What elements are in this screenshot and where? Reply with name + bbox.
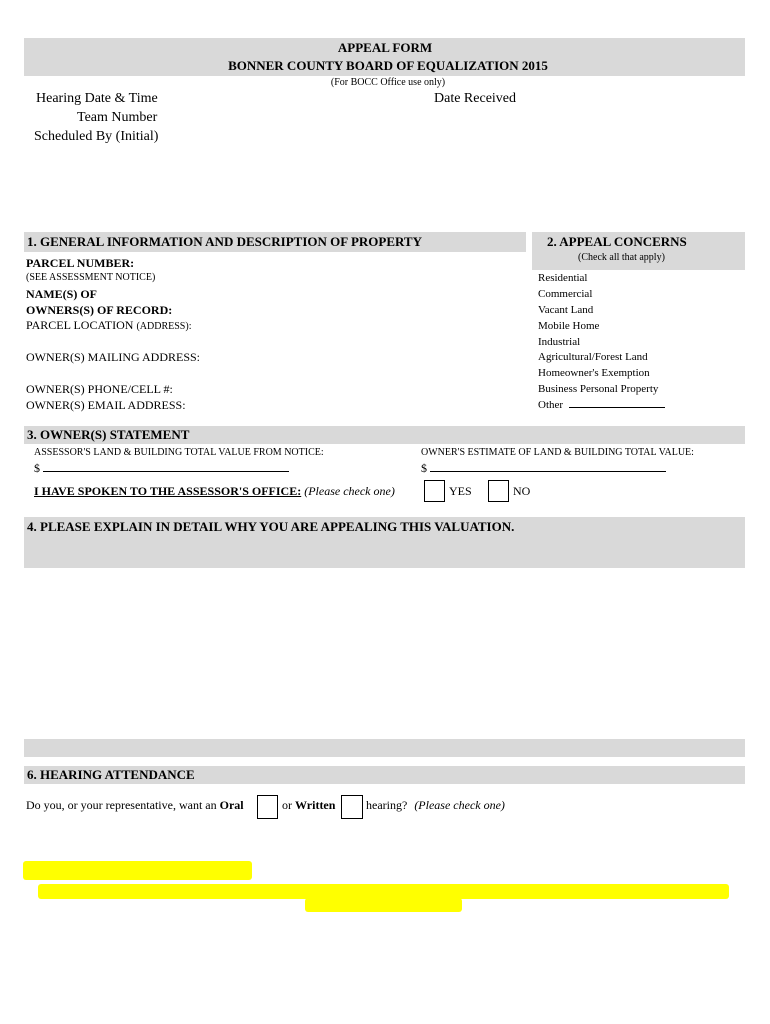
spoken-no-checkbox[interactable] — [488, 480, 509, 502]
parcel-location-text: PARCEL LOCATION — [26, 318, 134, 332]
hearing-check-note: (Please check one) — [414, 798, 505, 812]
spoken-label: I HAVE SPOKEN TO THE ASSESSOR'S OFFICE: — [34, 484, 302, 498]
email-label: OWNER(S) EMAIL ADDRESS: — [26, 398, 186, 412]
explanation-area[interactable] — [24, 570, 745, 736]
highlight-bar-1 — [23, 861, 252, 880]
mailing-address-label: OWNER(S) MAILING ADDRESS: — [26, 350, 200, 364]
owner-estimate-field[interactable] — [421, 461, 666, 476]
section4-heading: 4. PLEASE EXPLAIN IN DETAIL WHY YOU ARE APPEALING THIS VALUATION. — [27, 519, 515, 534]
written-label-group — [282, 798, 335, 813]
date-received-label: Date Received — [434, 91, 517, 106]
concern-vacant-land[interactable]: Vacant Land — [538, 304, 594, 316]
scheduled-by-label: Scheduled By (Initial) — [34, 129, 159, 144]
section2-heading: 2. APPEAL CONCERNS — [547, 234, 687, 249]
spoken-note: (Please check one) — [304, 484, 395, 498]
names-of-label: NAME(S) OF — [26, 287, 97, 301]
written-label: Written — [295, 798, 336, 812]
spoken-to-assessor-row — [34, 484, 395, 499]
address-note: (ADDRESS): — [136, 321, 192, 332]
concern-agricultural[interactable]: Agricultural/Forest Land — [538, 351, 648, 363]
highlight-bar-2 — [38, 884, 729, 899]
assessor-value-line[interactable] — [43, 471, 289, 472]
hearing-question-start — [26, 798, 244, 813]
hearing-question-text: Do you, or your representative, want an — [26, 798, 217, 812]
assessor-value-label: ASSESSOR'S LAND & BUILDING TOTAL VALUE FROM NOTICE: — [34, 447, 324, 458]
concern-residential[interactable]: Residential — [538, 272, 588, 284]
oral-checkbox[interactable] — [257, 795, 278, 819]
section1-heading: 1. GENERAL INFORMATION AND DESCRIPTION OF PROPERTY — [27, 234, 422, 249]
parcel-location-label — [26, 318, 191, 333]
owners-of-record-label: OWNERS(S) OF RECORD: — [26, 303, 173, 317]
concern-other-label: Other — [538, 399, 564, 411]
oral-label: Oral — [219, 798, 244, 812]
section3-heading: 3. OWNER(S) STATEMENT — [27, 427, 190, 442]
owner-dollar: $ — [421, 461, 427, 475]
hearing-text: hearing? — [366, 798, 408, 812]
written-checkbox[interactable] — [341, 795, 363, 819]
highlight-bar-3 — [305, 898, 462, 912]
concern-industrial[interactable]: Industrial — [538, 336, 581, 348]
team-number-label: Team Number — [77, 110, 158, 125]
owner-estimate-line[interactable] — [430, 471, 666, 472]
form-subtitle: BONNER COUNTY BOARD OF EQUALIZATION 2015 — [228, 58, 548, 73]
concern-homeowners-exemption[interactable]: Homeowner's Exemption — [538, 367, 650, 379]
phone-label: OWNER(S) PHONE/CELL #: — [26, 382, 173, 396]
office-use-note: (For BOCC Office use only) — [330, 77, 446, 88]
concern-commercial[interactable]: Commercial — [538, 288, 593, 300]
assessment-notice-note: (SEE ASSESSMENT NOTICE) — [26, 272, 156, 283]
concern-business-personal-property[interactable]: Business Personal Property — [538, 383, 659, 395]
section6-heading: 6. HEARING ATTENDANCE — [27, 767, 195, 782]
spoken-no-label: NO — [513, 484, 531, 498]
concern-mobile-home[interactable]: Mobile Home — [538, 320, 600, 332]
hearing-date-label: Hearing Date & Time — [36, 91, 158, 106]
concern-other-line[interactable] — [569, 407, 665, 408]
or-text: or — [282, 798, 292, 812]
concern-other[interactable] — [538, 399, 665, 411]
spoken-yes-checkbox[interactable] — [424, 480, 445, 502]
hearing-question-end — [366, 798, 505, 813]
assessor-dollar: $ — [34, 461, 40, 475]
parcel-number-label: PARCEL NUMBER: — [26, 256, 135, 270]
form-title: APPEAL FORM — [337, 40, 433, 55]
section2-note: (Check all that apply) — [578, 252, 665, 263]
assessor-value-field[interactable] — [34, 461, 289, 476]
owner-estimate-label: OWNER'S ESTIMATE OF LAND & BUILDING TOTAL VALUE: — [421, 447, 694, 458]
blank-band — [24, 739, 745, 757]
spoken-yes-label: YES — [449, 484, 472, 498]
